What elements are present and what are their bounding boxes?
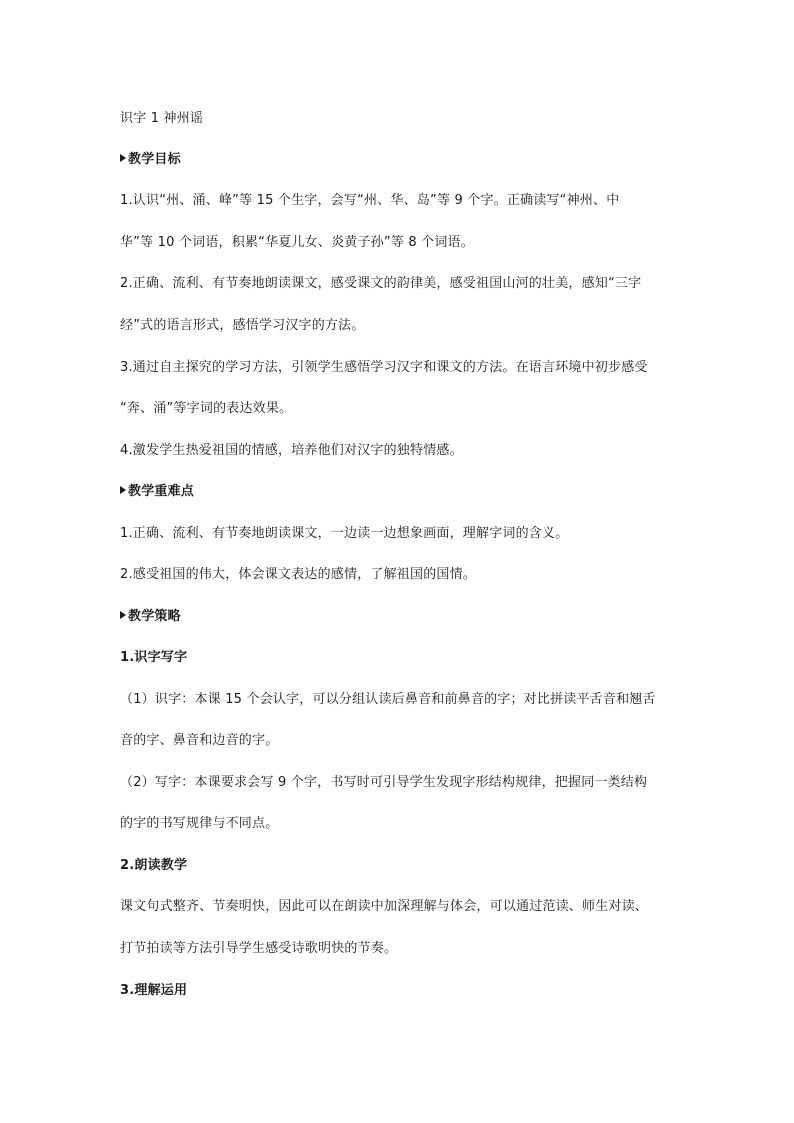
section-heading-strategies: [120, 608, 680, 626]
objectives-line: 1.认识“州、涌、峰”等 15 个生字，会写“州、华、岛”等 9 个字。正确读写“神州、中: [120, 193, 620, 208]
objectives-line: “奔、涌”等字词的表达效果。: [120, 401, 293, 416]
strategies-line: 课文句式整齐、节奏明快，因此可以在朗读中加深理解与体会，可以通过范读、师生对读、: [120, 899, 649, 914]
objectives-line: 3.通过自主探究的学习方法，引领学生感悟学习汉字和课文的方法。在语言环境中初步感受: [120, 360, 648, 375]
strategies-subheading: 1.识字写字: [120, 650, 188, 665]
lesson-title: 识字 1 神州谣: [120, 111, 204, 126]
objectives-line: 经”式的语言形式，感悟学习汉字的方法。: [120, 318, 365, 333]
objectives-line: 4.激发学生热爱祖国的情感，培养他们对汉字的独特情感。: [120, 443, 463, 458]
strategies-subheading: 3.理解运用: [120, 983, 188, 998]
section-heading-objectives: [120, 151, 680, 169]
key-points-line: 1.正确、流利、有节奏地朗读课文，一边读一边想象画面，理解字词的含义。: [120, 526, 569, 541]
objectives-line: 华”等 10 个词语，积累“华夏儿女、炎黄子孙”等 8 个词语。: [120, 235, 474, 250]
objectives-line: 2.正确、流利、有节奏地朗读课文，感受课文的韵律美，感受祖国山河的壮美，感知“三字: [120, 276, 642, 291]
strategies-line: （1）识字：本课 15 个会认字，可以分组认读后鼻音和前鼻音的字；对比拼读平舌音和翘舌: [120, 692, 656, 707]
objectives-heading-text: 教学目标: [128, 152, 181, 167]
bullet-arrow-icon: [120, 611, 126, 619]
bullet-arrow-icon: [120, 486, 126, 494]
key-points-line: 2.感受祖国的伟大，体会课文表达的感情，了解祖国的国情。: [120, 567, 477, 582]
strategies-line: 的字的书写规律与不同点。: [120, 816, 279, 831]
key-points-heading-text: 教学重难点: [128, 484, 195, 499]
section-heading-key-points: [120, 483, 680, 501]
strategies-subheading: 2.朗读教学: [120, 858, 188, 873]
bullet-arrow-icon: [120, 154, 126, 162]
strategies-line: （2）写字：本课要求会写 9 个字，书写时可引导学生发现字形结构规律，把握同一类结构: [120, 775, 648, 790]
strategies-heading-text: 教学策略: [128, 609, 181, 624]
strategies-line: 音的字、鼻音和边音的字。: [120, 733, 279, 748]
strategies-line: 打节拍读等方法引导学生感受诗歌明快的节奏。: [120, 941, 398, 956]
